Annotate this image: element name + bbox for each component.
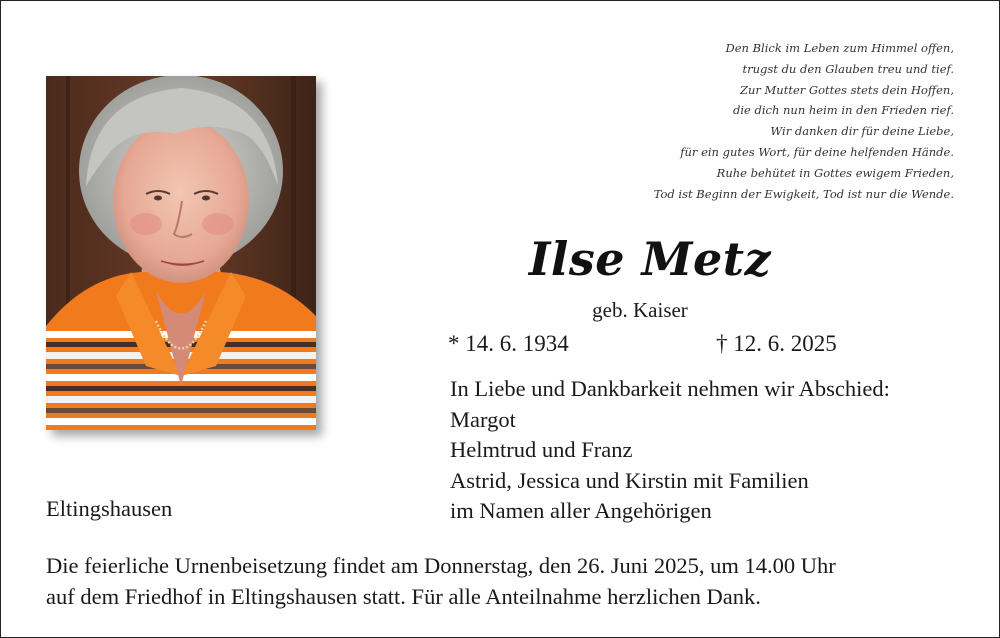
portrait-photo	[46, 76, 316, 430]
poem-line: Den Blick im Leben zum Himmel offen,	[725, 41, 954, 55]
birth-date: * 14. 6. 1934	[448, 331, 569, 356]
mourners-line: im Namen aller Angehörigen	[450, 498, 712, 523]
mourners-line: Helmtrud und Franz	[450, 437, 633, 462]
funeral-notice	[46, 551, 836, 612]
poem-line: Tod ist Beginn der Ewigkeit, Tod ist nur die Wende.	[653, 186, 954, 201]
mourners-line: Margot	[450, 406, 516, 432]
portrait-image	[46, 76, 316, 430]
memorial-poem	[614, 38, 954, 204]
poem-line: Ruhe behütet in Gottes ewigem Frieden,	[716, 165, 954, 180]
poem-line: Zur Mutter Gottes stets dein Hoffen,	[739, 82, 954, 97]
death-date: † 12. 6. 2025	[716, 331, 837, 356]
poem-line: Wir danken dir für deine Liebe,	[770, 124, 954, 139]
poem-line: trugst du den Glauben treu und tief.	[742, 61, 954, 76]
mourners-line: In Liebe und Dankbarkeit nehmen wir Abschied:	[450, 376, 890, 401]
deceased-name: Ilse Metz	[528, 232, 772, 286]
notice-line: auf dem Friedhof in Eltingshausen statt. Für alle Anteilnahme herzlichen Dank.	[46, 583, 761, 609]
notice-line: Die feierliche Urnenbeisetzung findet am Donnerstag, den 26. Juni 2025, um 14.00 Uhr	[46, 553, 836, 578]
maiden-name: geb. Kaiser	[592, 298, 688, 322]
place-name: Eltingshausen	[46, 496, 173, 521]
mourners-line: Astrid, Jessica und Kirstin mit Familien	[450, 467, 809, 493]
poem-line: die dich nun heim in den Frieden rief.	[732, 103, 954, 118]
poem-line: für ein gutes Wort, für deine helfenden Hände.	[680, 144, 954, 159]
mourners-list	[450, 374, 890, 527]
